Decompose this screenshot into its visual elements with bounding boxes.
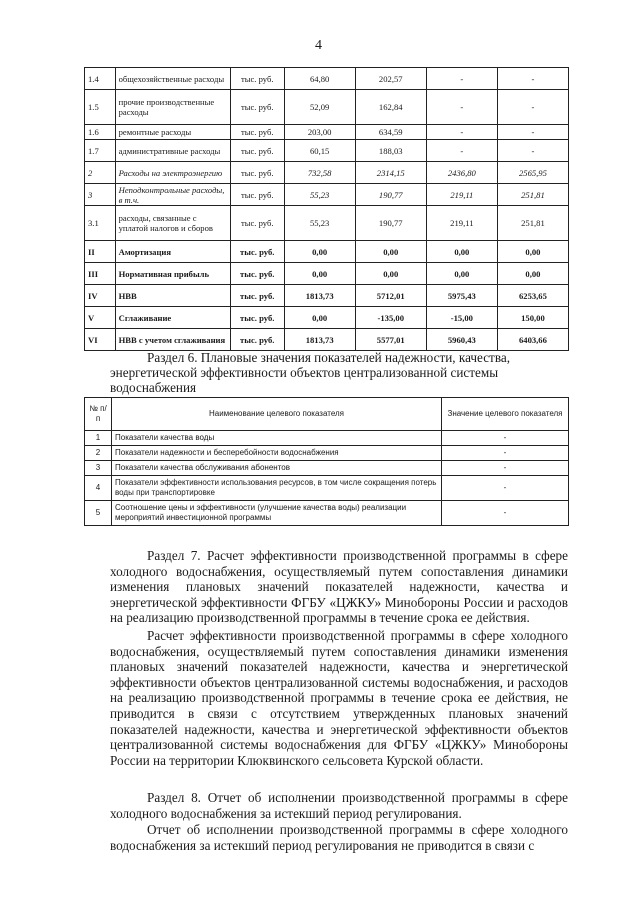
- expenses-cell-value: 0,00: [355, 241, 426, 263]
- expenses-row: [85, 329, 569, 351]
- expenses-cell-value: -: [497, 125, 568, 140]
- expenses-cell-value: 0,00: [497, 263, 568, 285]
- section-7-paragraph-2: [110, 628, 568, 768]
- targets-row: [85, 446, 569, 461]
- expenses-row: [85, 206, 569, 241]
- expenses-cell-unit: тыс. руб.: [230, 307, 284, 329]
- expenses-cell-value: 2436,80: [426, 162, 497, 184]
- expenses-row: [85, 285, 569, 307]
- expenses-cell-value: 219,11: [426, 206, 497, 241]
- expenses-cell-unit: тыс. руб.: [230, 206, 284, 241]
- expenses-cell-value: 60,15: [284, 140, 355, 162]
- expenses-cell-unit: тыс. руб.: [230, 263, 284, 285]
- targets-row: [85, 431, 569, 446]
- section-6-title-text: Раздел 6. Плановые значения показателей надежности, качества, энергетической эффективности объектов централизованной системы водоснабжения: [110, 350, 511, 395]
- section-7-paragraph-1: [110, 548, 568, 626]
- expenses-cell-value: -: [497, 68, 568, 90]
- expenses-cell-name: Амортизация: [115, 241, 230, 263]
- expenses-cell-num: 1.7: [85, 140, 116, 162]
- expenses-cell-unit: тыс. руб.: [230, 329, 284, 351]
- expenses-cell-name: Сглаживание: [115, 307, 230, 329]
- targets-cell-value: -: [442, 501, 569, 526]
- expenses-cell-name: Расходы на электроэнергию: [115, 162, 230, 184]
- expenses-cell-value: 1813,73: [284, 285, 355, 307]
- expenses-cell-unit: тыс. руб.: [230, 285, 284, 307]
- expenses-cell-value: 190,77: [355, 184, 426, 206]
- section-8-paragraph-1: [110, 790, 568, 821]
- expenses-cell-name: НВВ: [115, 285, 230, 307]
- section-8-paragraph-2: [110, 822, 568, 853]
- section-7-paragraph-2-text: Расчет эффективности производственной программы в сфере холодного водоснабжения, осуществляемый путем сопоставления динамики изменения плановых значений показателей надежности, качества и энергетической эффективности объектов централизованной системы водоснабжения, и расходов на реализацию производственной программы в течение срока ее действия, не приводится в связи с отсутствием утвержденных плановых значений показателей надежности, качества и энергетической эффективности объектов централизованной системы водоснабжения для ФГБУ «ЦЖКУ» Минобороны России на территории Клюквинского сельсовета Курской области.: [110, 628, 568, 768]
- expenses-table-body: [85, 68, 569, 351]
- expenses-cell-value: 6253,65: [497, 285, 568, 307]
- expenses-cell-value: 0,00: [355, 263, 426, 285]
- expenses-cell-value: 52,09: [284, 90, 355, 125]
- targets-cell-value: -: [442, 431, 569, 446]
- expenses-cell-num: VI: [85, 329, 116, 351]
- expenses-cell-name: ремонтные расходы: [115, 125, 230, 140]
- targets-cell-name: Показатели эффективности использования ресурсов, в том числе сокращения потерь воды при транспортировке: [112, 476, 442, 501]
- targets-cell-name: Показатели надежности и бесперебойности водоснабжения: [112, 446, 442, 461]
- expenses-cell-value: 55,23: [284, 184, 355, 206]
- expenses-cell-unit: тыс. руб.: [230, 241, 284, 263]
- expenses-cell-value: 251,81: [497, 184, 568, 206]
- targets-cell-num: 4: [85, 476, 112, 501]
- expenses-cell-num: 1.5: [85, 90, 116, 125]
- targets-header-value: Значение целевого показателя: [442, 398, 569, 431]
- section-7-paragraph-1-text: Раздел 7. Расчет эффективности производственной программы в сфере холодного водоснабжения, осуществляемый путем сопоставления динамики изменения плановых значений показателей надежности, качества и энергетической эффективности ФГБУ «ЦЖКУ» Минобороны России и расходов на реализацию производственной программы в течение срока ее действия.: [110, 548, 568, 626]
- targets-cell-num: 5: [85, 501, 112, 526]
- section-8-paragraph-2-text: Отчет об исполнении производственной программы в сфере холодного водоснабжения за истекший период регулирования не приводится в связи с: [110, 822, 568, 853]
- expenses-table: [84, 67, 569, 351]
- targets-header-num: № п/п: [85, 398, 112, 431]
- expenses-cell-unit: тыс. руб.: [230, 140, 284, 162]
- expenses-cell-num: 2: [85, 162, 116, 184]
- expenses-row: [85, 125, 569, 140]
- targets-row: [85, 476, 569, 501]
- targets-table: [84, 397, 569, 526]
- expenses-cell-unit: тыс. руб.: [230, 68, 284, 90]
- expenses-row: [85, 307, 569, 329]
- expenses-cell-value: 251,81: [497, 206, 568, 241]
- expenses-cell-value: 0,00: [284, 307, 355, 329]
- expenses-cell-value: 0,00: [497, 241, 568, 263]
- expenses-cell-value: 2314,15: [355, 162, 426, 184]
- expenses-cell-value: 55,23: [284, 206, 355, 241]
- expenses-cell-value: 219,11: [426, 184, 497, 206]
- targets-cell-value: -: [442, 476, 569, 501]
- expenses-row: [85, 184, 569, 206]
- targets-row: [85, 461, 569, 476]
- expenses-cell-num: IV: [85, 285, 116, 307]
- expenses-cell-name: Нормативная прибыль: [115, 263, 230, 285]
- expenses-cell-value: 0,00: [426, 241, 497, 263]
- targets-cell-num: 3: [85, 461, 112, 476]
- expenses-cell-value: 190,77: [355, 206, 426, 241]
- page-number: 4: [315, 38, 322, 53]
- targets-cell-num: 1: [85, 431, 112, 446]
- expenses-cell-value: 5960,43: [426, 329, 497, 351]
- expenses-cell-value: -135,00: [355, 307, 426, 329]
- targets-table-body: [85, 431, 569, 526]
- targets-cell-name: Показатели качества воды: [112, 431, 442, 446]
- expenses-cell-num: 3: [85, 184, 116, 206]
- targets-cell-num: 2: [85, 446, 112, 461]
- expenses-row: [85, 162, 569, 184]
- expenses-cell-num: 1.4: [85, 68, 116, 90]
- expenses-cell-name: Неподконтрольные расходы, в т.ч.: [115, 184, 230, 206]
- expenses-row: [85, 140, 569, 162]
- expenses-cell-unit: тыс. руб.: [230, 125, 284, 140]
- expenses-row: [85, 68, 569, 90]
- expenses-cell-value: -15,00: [426, 307, 497, 329]
- expenses-cell-value: -: [497, 90, 568, 125]
- expenses-cell-name: расходы, связанные с уплатой налогов и сборов: [115, 206, 230, 241]
- section-6-title: [110, 350, 568, 395]
- expenses-cell-value: 2565,95: [497, 162, 568, 184]
- expenses-cell-value: 5975,43: [426, 285, 497, 307]
- expenses-cell-value: 6403,66: [497, 329, 568, 351]
- expenses-cell-value: 162,84: [355, 90, 426, 125]
- expenses-row: [85, 263, 569, 285]
- expenses-cell-name: общехозяйственные расходы: [115, 68, 230, 90]
- expenses-cell-num: 1.6: [85, 125, 116, 140]
- targets-cell-name: Показатели качества обслуживания абонентов: [112, 461, 442, 476]
- expenses-cell-value: 64,80: [284, 68, 355, 90]
- expenses-cell-value: -: [426, 90, 497, 125]
- expenses-cell-value: -: [426, 68, 497, 90]
- expenses-cell-num: 3.1: [85, 206, 116, 241]
- expenses-cell-num: III: [85, 263, 116, 285]
- expenses-cell-value: -: [497, 140, 568, 162]
- targets-cell-value: -: [442, 446, 569, 461]
- expenses-cell-value: 634,59: [355, 125, 426, 140]
- targets-row: [85, 501, 569, 526]
- expenses-cell-value: 0,00: [284, 263, 355, 285]
- expenses-cell-name: административные расходы: [115, 140, 230, 162]
- expenses-cell-unit: тыс. руб.: [230, 90, 284, 125]
- expenses-cell-value: 5577,01: [355, 329, 426, 351]
- targets-cell-value: -: [442, 461, 569, 476]
- expenses-cell-value: 150,00: [497, 307, 568, 329]
- expenses-cell-value: 1813,73: [284, 329, 355, 351]
- expenses-cell-value: 0,00: [426, 263, 497, 285]
- expenses-cell-value: 188,03: [355, 140, 426, 162]
- expenses-cell-num: V: [85, 307, 116, 329]
- expenses-cell-value: 203,00: [284, 125, 355, 140]
- expenses-row: [85, 241, 569, 263]
- expenses-cell-name: прочие производственные расходы: [115, 90, 230, 125]
- targets-cell-name: Соотношение цены и эффективности (улучшение качества воды) реализации мероприятий инвестиционной программы: [112, 501, 442, 526]
- expenses-cell-value: 732,58: [284, 162, 355, 184]
- expenses-cell-value: 202,57: [355, 68, 426, 90]
- expenses-cell-value: 0,00: [284, 241, 355, 263]
- expenses-cell-unit: тыс. руб.: [230, 184, 284, 206]
- targets-header-name: Наименование целевого показателя: [112, 398, 442, 431]
- expenses-row: [85, 90, 569, 125]
- expenses-cell-value: -: [426, 140, 497, 162]
- section-8-paragraph-1-text: Раздел 8. Отчет об исполнении производственной программы в сфере холодного водоснабжения за истекший период регулирования.: [110, 790, 568, 821]
- expenses-cell-unit: тыс. руб.: [230, 162, 284, 184]
- expenses-cell-value: -: [426, 125, 497, 140]
- expenses-cell-value: 5712,01: [355, 285, 426, 307]
- expenses-cell-name: НВВ с учетом сглаживания: [115, 329, 230, 351]
- expenses-cell-num: II: [85, 241, 116, 263]
